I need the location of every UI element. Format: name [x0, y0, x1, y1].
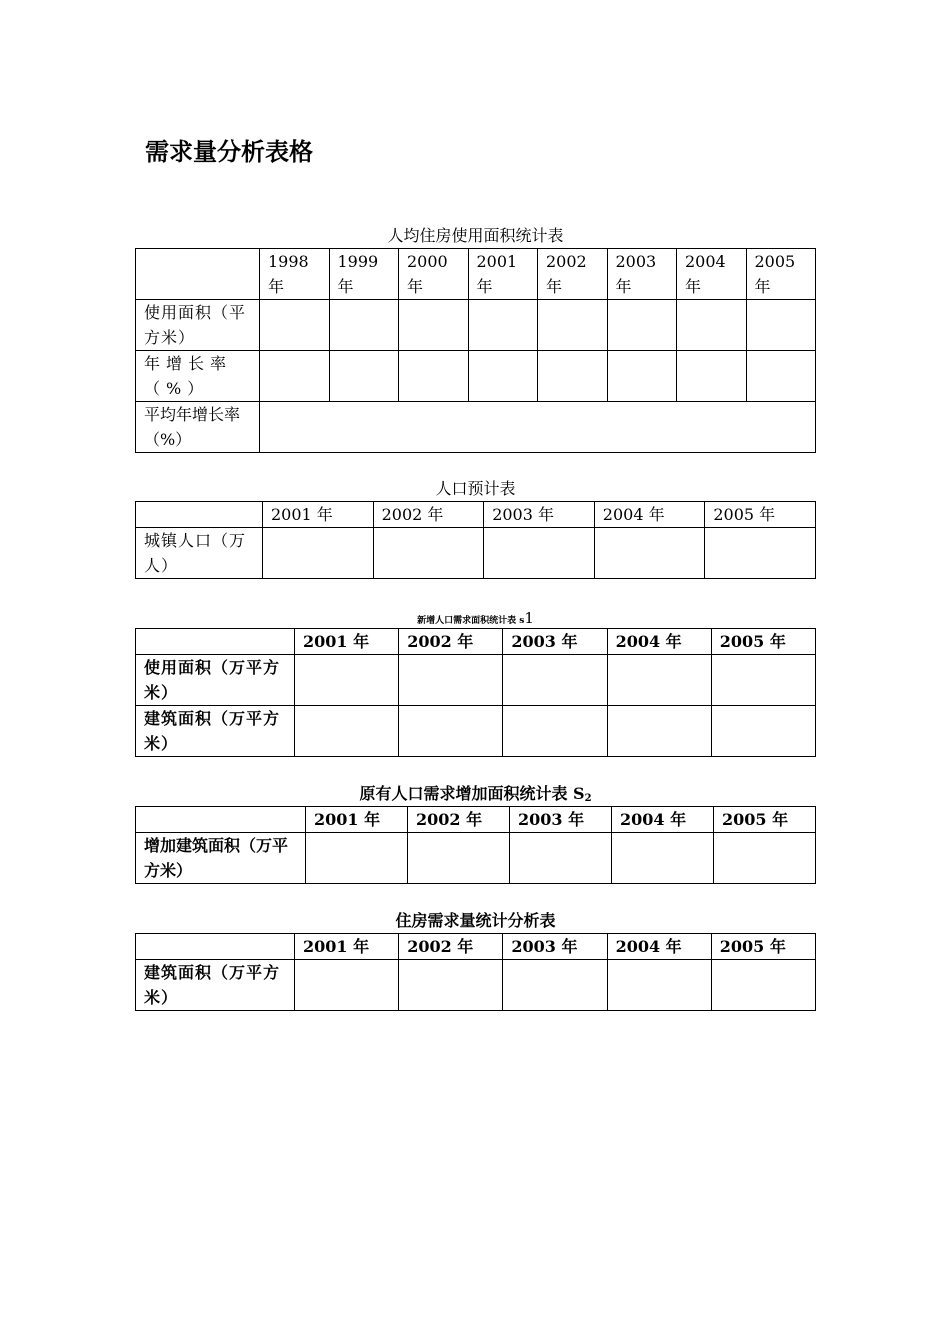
data-cell[interactable] — [260, 300, 330, 351]
per-capita-area-table — [135, 248, 816, 453]
data-cell[interactable] — [607, 655, 711, 706]
data-cell[interactable] — [399, 706, 503, 757]
housing-demand-summary-table — [135, 933, 816, 1011]
year-header: 1999 年 — [329, 249, 399, 300]
table-header-row — [136, 249, 816, 300]
data-cell[interactable] — [503, 960, 607, 1011]
data-cell[interactable] — [746, 300, 816, 351]
year-header: 2004 年 — [612, 807, 714, 833]
year-header: 2001 年 — [468, 249, 538, 300]
year-header: 1998 年 — [260, 249, 330, 300]
year-header: 2001 年 — [306, 807, 408, 833]
header-empty-cell — [136, 807, 306, 833]
data-cell[interactable] — [503, 706, 607, 757]
year-header: 2003 年 — [607, 249, 677, 300]
row-label: 城镇人口（万人） — [136, 528, 263, 579]
data-cell[interactable] — [711, 706, 815, 757]
data-cell[interactable] — [468, 351, 538, 402]
data-cell[interactable] — [503, 655, 607, 706]
table-row — [136, 300, 816, 351]
row-label: 建筑面积（万平方米） — [136, 960, 295, 1011]
year-header: 2003 年 — [503, 934, 607, 960]
data-cell[interactable] — [263, 528, 374, 579]
table-header-row — [136, 934, 816, 960]
year-header: 2002 年 — [399, 934, 503, 960]
table-row — [136, 706, 816, 757]
table-row — [136, 960, 816, 1011]
new-population-demand-table — [135, 628, 816, 757]
data-cell[interactable] — [399, 351, 469, 402]
table-header-row — [136, 629, 816, 655]
data-cell[interactable] — [538, 300, 608, 351]
data-cell[interactable] — [677, 351, 747, 402]
table2-caption: 人口预计表 — [435, 479, 516, 498]
data-cell[interactable] — [705, 528, 816, 579]
data-cell[interactable] — [329, 351, 399, 402]
year-header: 2005 年 — [711, 934, 815, 960]
data-cell[interactable] — [295, 960, 399, 1011]
row-label: 使用面积（万平方米） — [136, 655, 295, 706]
data-cell[interactable] — [399, 300, 469, 351]
existing-population-demand-table — [135, 806, 816, 884]
data-cell[interactable] — [399, 960, 503, 1011]
data-cell[interactable] — [711, 655, 815, 706]
data-cell[interactable] — [612, 833, 714, 884]
year-header: 2002 年 — [408, 807, 510, 833]
data-cell[interactable] — [510, 833, 612, 884]
row-label: 增加建筑面积（万平方米） — [136, 833, 306, 884]
table-row — [136, 833, 816, 884]
year-header: 2002 年 — [399, 629, 503, 655]
table5-caption: 住房需求量统计分析表 — [395, 911, 556, 930]
header-empty-cell — [136, 934, 295, 960]
data-cell[interactable] — [677, 300, 747, 351]
year-header: 2005 年 — [711, 629, 815, 655]
data-cell[interactable] — [295, 655, 399, 706]
data-cell[interactable] — [306, 833, 408, 884]
year-header: 2003 年 — [510, 807, 612, 833]
year-header: 2005 年 — [714, 807, 816, 833]
data-cell[interactable] — [373, 528, 484, 579]
data-cell[interactable] — [746, 351, 816, 402]
data-cell[interactable] — [399, 655, 503, 706]
year-header: 2001 年 — [263, 502, 374, 528]
table4-caption: 原有人口需求增加面积统计表 $S_2$ — [359, 784, 592, 804]
year-header: 2001 年 — [295, 934, 399, 960]
table-row — [136, 402, 816, 453]
data-cell-merged[interactable] — [260, 402, 816, 453]
year-header: 2004 年 — [607, 934, 711, 960]
table-header-row — [136, 807, 816, 833]
year-header: 2001 年 — [295, 629, 399, 655]
row-label: 平均年增长率（%） — [136, 402, 260, 453]
data-cell[interactable] — [607, 960, 711, 1011]
data-cell[interactable] — [714, 833, 816, 884]
row-label: 使用面积（平方米） — [136, 300, 260, 351]
data-cell[interactable] — [260, 351, 330, 402]
year-header: 2004 年 — [594, 502, 705, 528]
data-cell[interactable] — [295, 706, 399, 757]
data-cell[interactable] — [594, 528, 705, 579]
header-empty-cell — [136, 502, 263, 528]
year-header: 2002 年 — [538, 249, 608, 300]
row-label: 建筑面积（万平方米） — [136, 706, 295, 757]
data-cell[interactable] — [607, 351, 677, 402]
table-row — [136, 351, 816, 402]
table-header-row — [136, 502, 816, 528]
year-header: 2004 年 — [607, 629, 711, 655]
year-header: 2003 年 — [484, 502, 595, 528]
year-header: 2005 年 — [705, 502, 816, 528]
row-label: 年增长率（%） — [136, 351, 260, 402]
table1-caption: 人均住房使用面积统计表 — [387, 226, 564, 245]
year-header: 2000 年 — [399, 249, 469, 300]
data-cell[interactable] — [538, 351, 608, 402]
table-row — [136, 528, 816, 579]
year-header: 2003 年 — [503, 629, 607, 655]
table3-caption: 新增人口需求面积统计表 s1 — [417, 609, 534, 627]
data-cell[interactable] — [329, 300, 399, 351]
data-cell[interactable] — [408, 833, 510, 884]
year-header: 2002 年 — [373, 502, 484, 528]
data-cell[interactable] — [468, 300, 538, 351]
data-cell[interactable] — [711, 960, 815, 1011]
data-cell[interactable] — [484, 528, 595, 579]
header-empty-cell — [136, 249, 260, 300]
data-cell[interactable] — [607, 300, 677, 351]
population-forecast-table — [135, 501, 816, 579]
year-header: 2004 年 — [677, 249, 747, 300]
page-title: 需求量分析表格 — [145, 138, 313, 166]
data-cell[interactable] — [607, 706, 711, 757]
table-row — [136, 655, 816, 706]
header-empty-cell — [136, 629, 295, 655]
year-header: 2005 年 — [746, 249, 816, 300]
